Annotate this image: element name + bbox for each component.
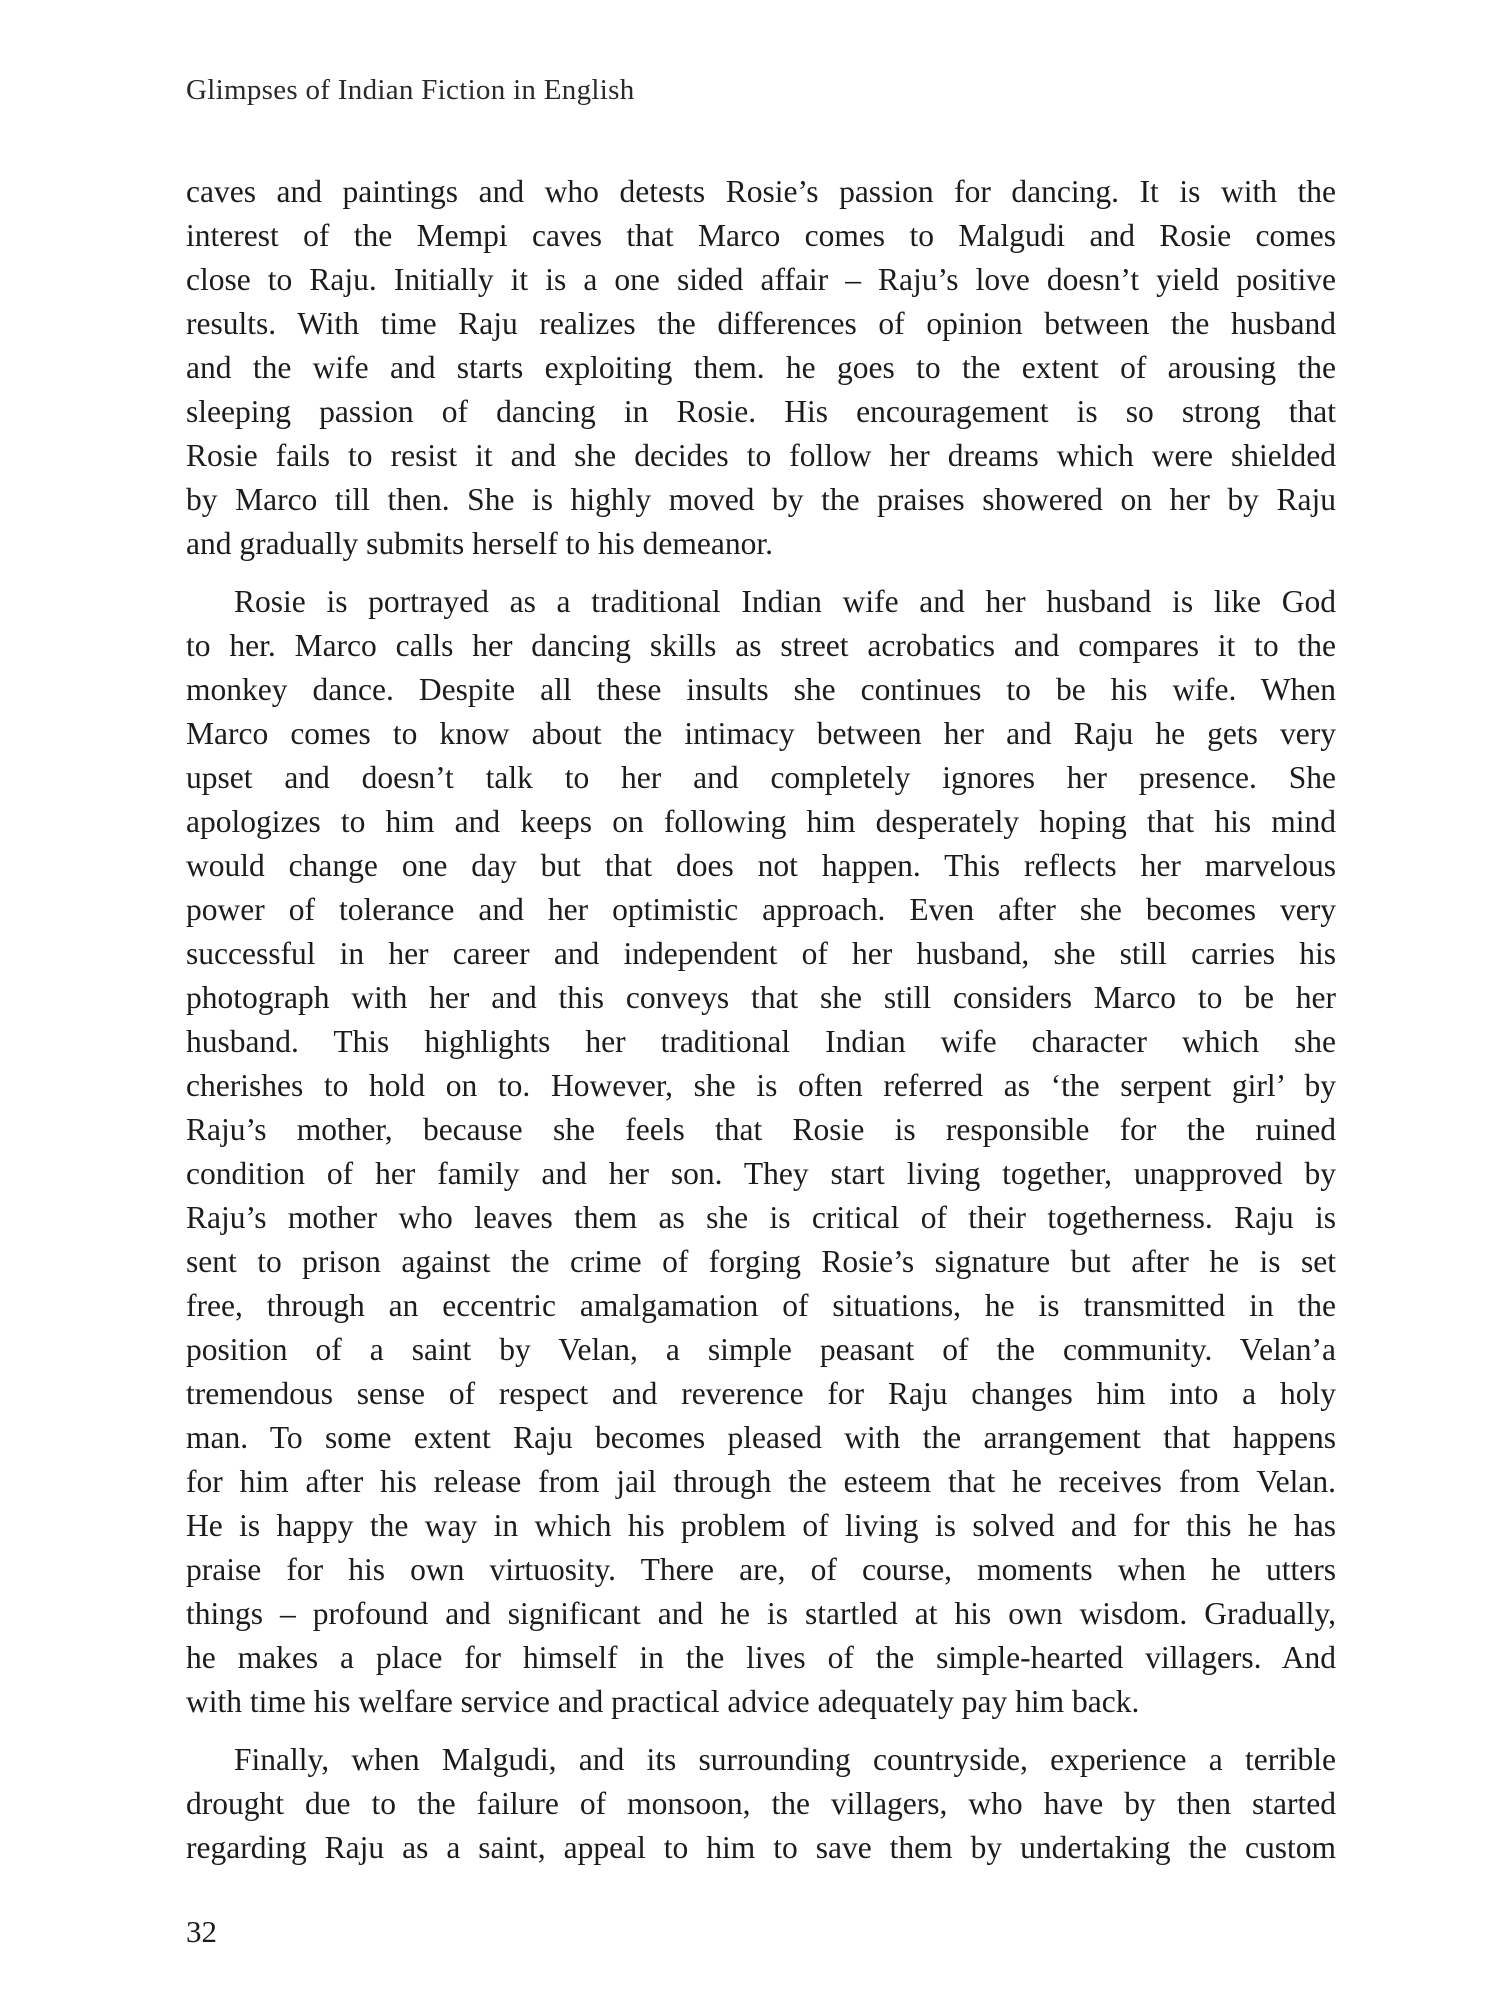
text-line: man. To some extent Raju becomes pleased with the arrangement that happens [186,1420,1336,1455]
text-line: to her. Marco calls her dancing skills as street acrobatics and compares it to the [186,628,1336,663]
page-number: 32 [186,1914,217,1949]
text-line: sent to prison against the crime of forging Rosie’s signature but after he is set [186,1244,1336,1279]
body-text [186,170,1336,1870]
paragraph-1 [186,170,1336,566]
text-line: husband. This highlights her traditional Indian wife character which she [186,1024,1336,1059]
text-line: drought due to the failure of monsoon, the villagers, who have by then started [186,1786,1336,1821]
text-line: apologizes to him and keeps on following him desperately hoping that his mind [186,804,1336,839]
text-line: upset and doesn’t talk to her and completely ignores her presence. She [186,760,1336,795]
text-line: caves and paintings and who detests Rosie’s passion for dancing. It is with the [186,174,1336,209]
text-line: by Marco till then. She is highly moved by the praises showered on her by Raju [186,482,1336,517]
text-line: Rosie fails to resist it and she decides to follow her dreams which were shielded [186,438,1336,473]
text-line: monkey dance. Despite all these insults she continues to be his wife. When [186,672,1336,707]
text-line: regarding Raju as a saint, appeal to him to save them by undertaking the custom [186,1830,1336,1865]
text-line: Finally, when Malgudi, and its surrounding countryside, experience a terrible [234,1742,1336,1777]
text-line: Rosie is portrayed as a traditional Indian wife and her husband is like God [234,584,1336,619]
text-line: cherishes to hold on to. However, she is often referred as ‘the serpent girl’ by [186,1068,1336,1103]
text-line: results. With time Raju realizes the differences of opinion between the husband [186,306,1336,341]
text-line: Raju’s mother, because she feels that Rosie is responsible for the ruined [186,1112,1336,1147]
text-line: position of a saint by Velan, a simple peasant of the community. Velan’a [186,1332,1336,1367]
text-line: and the wife and starts exploiting them. he goes to the extent of arousing the [186,350,1336,385]
text-line: power of tolerance and her optimistic approach. Even after she becomes very [186,892,1336,927]
text-line: He is happy the way in which his problem of living is solved and for this he has [186,1508,1336,1543]
text-line: sleeping passion of dancing in Rosie. His encouragement is so strong that [186,394,1336,429]
text-line: tremendous sense of respect and reverence for Raju changes him into a holy [186,1376,1336,1411]
text-line: Marco comes to know about the intimacy between her and Raju he gets very [186,716,1336,751]
text-line: would change one day but that does not happen. This reflects her marvelous [186,848,1336,883]
text-line: interest of the Mempi caves that Marco comes to Malgudi and Rosie comes [186,218,1336,253]
text-line: for him after his release from jail through the esteem that he receives from Velan. [186,1464,1336,1499]
text-line: Raju’s mother who leaves them as she is critical of their togetherness. Raju is [186,1200,1336,1235]
text-line: with time his welfare service and practical advice adequately pay him back. [186,1684,1140,1719]
paragraph-3 [186,1738,1336,1870]
text-line: successful in her career and independent of her husband, she still carries his [186,936,1336,971]
text-line: photograph with her and this conveys that she still considers Marco to be her [186,980,1336,1015]
text-line: he makes a place for himself in the lives of the simple-hearted villagers. And [186,1640,1336,1675]
running-head: Glimpses of Indian Fiction in English [186,74,635,106]
text-line: free, through an eccentric amalgamation of situations, he is transmitted in the [186,1288,1336,1323]
text-line: praise for his own virtuosity. There are, of course, moments when he utters [186,1552,1336,1587]
paragraph-2 [186,580,1336,1724]
text-line: close to Raju. Initially it is a one sided affair – Raju’s love doesn’t yield positive [186,262,1336,297]
text-line: condition of her family and her son. They start living together, unapproved by [186,1156,1336,1191]
text-line: things – profound and significant and he is startled at his own wisdom. Gradually, [186,1596,1336,1631]
text-line: and gradually submits herself to his demeanor. [186,526,773,561]
